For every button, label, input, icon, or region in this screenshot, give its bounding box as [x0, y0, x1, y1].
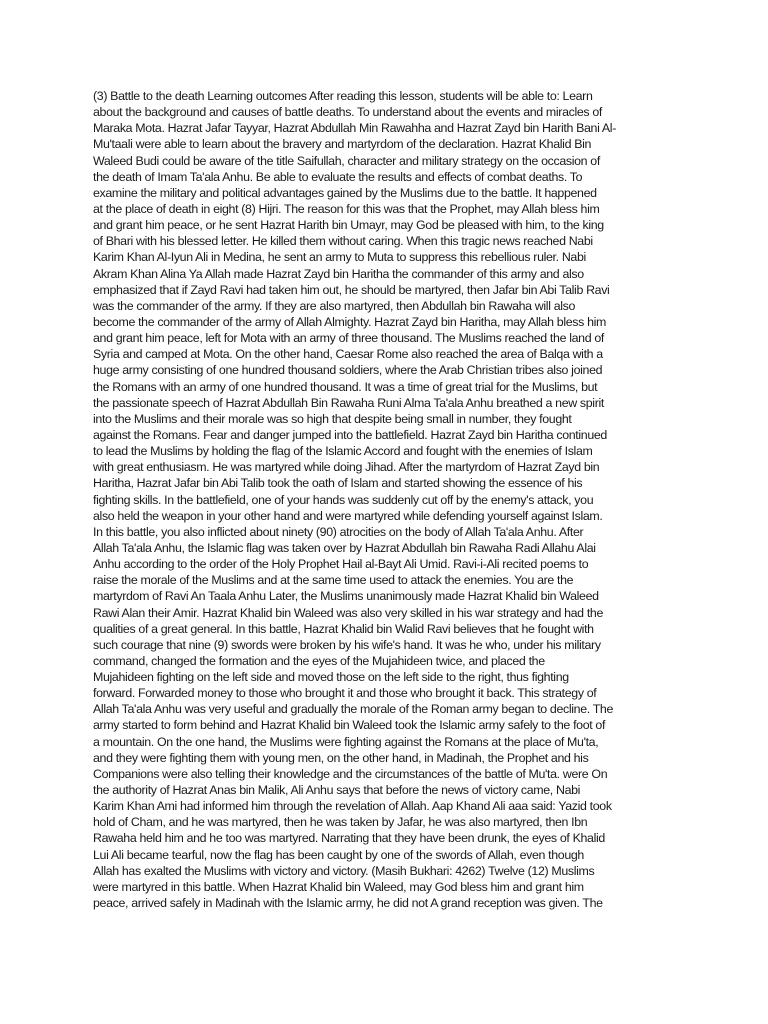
- text-line: Allah Ta'ala Anhu was very useful and gradually the morale of the Roman army began to decline. The: [93, 702, 614, 717]
- text-line: hold of Cham, and he was martyred, then he was taken by Jafar, he was also martyred, then Ibn: [93, 815, 588, 830]
- text-line: Mujahideen fighting on the left side and moved those on the left side to the right, thus fighting: [93, 670, 569, 685]
- text-line: qualities of a great general. In this battle, Hazrat Khalid bin Walid Ravi believes that he fought with: [93, 621, 594, 636]
- text-line: Syria and camped at Mota. On the other hand, Caesar Rome also reached the area of Balqa with a: [93, 347, 603, 362]
- text-line: become the commander of the army of Allah Almighty. Hazrat Zayd bin Haritha, may Allah bless him: [93, 314, 606, 329]
- text-line: Anhu according to the order of the Holy Prophet Hail al-Bayt Ali Umid. Ravi-i-Ali recited poems to: [93, 557, 589, 572]
- text-line: about the background and causes of battle deaths. To understand about the events and miracles of: [93, 105, 602, 120]
- text-line: martyrdom of Ravi An Taala Anhu Later, the Muslims unanimously made Hazrat Khalid bin Waleed: [93, 589, 599, 604]
- body-text: [93, 88, 683, 911]
- text-line: the passionate speech of Hazrat Abdullah Bin Rawaha Runi Alma Ta'ala Anhu breathed a new spirit: [93, 395, 604, 410]
- text-line: fighting skills. In the battlefield, one of your hands was suddenly cut off by the enemy's attack, you: [93, 492, 594, 507]
- text-line: huge army consisting of one hundred thousand soldiers, where the Arab Christian tribes also joined: [93, 363, 603, 378]
- text-line: against the Romans. Fear and danger jumped into the battlefield. Hazrat Zayd bin Haritha continued: [93, 427, 607, 442]
- text-line: Allah has exalted the Muslims with victory and victory. (Masih Bukhari: 4262) Twelve (12) Muslims: [93, 863, 595, 878]
- text-line: at the place of death in eight (8) Hijri. The reason for this was that the Prophet, may Allah bless him: [93, 201, 600, 216]
- text-line: Rawaha held him and he too was martyred. Narrating that they have been drunk, the eyes of Khalid: [93, 831, 605, 846]
- text-line: the authority of Hazrat Anas bin Malik, Ali Anhu says that before the news of victory came, Nabi: [93, 783, 581, 798]
- text-line: into the Muslims and their morale was so high that despite being small in number, they fought: [93, 411, 572, 426]
- text-line: the Romans with an army of one hundred thousand. It was a time of great trial for the Muslims, but: [93, 379, 598, 394]
- text-line: a mountain. On the one hand, the Muslims were fighting against the Romans at the place of Mu'ta,: [93, 734, 599, 749]
- text-line: and grant him peace, left for Mota with an army of three thousand. The Muslims reached the land of: [93, 331, 604, 346]
- text-line: Karim Khan Al-Iyun Ali in Medina, he sent an army to Muta to suppress this rebellious ruler. Nabi: [93, 250, 586, 265]
- text-line: were martyred in this battle. When Hazrat Khalid bin Waleed, may God bless him and grant him: [93, 879, 584, 894]
- text-line: with great enthusiasm. He was martyred while doing Jihad. After the martyrdom of Hazrat Zayd bin: [93, 460, 600, 475]
- text-line: emphasized that if Zayd Ravi had taken him out, he should be martyred, then Jafar bin Abi Talib Ravi: [93, 282, 610, 297]
- text-line: raise the morale of the Muslims and at the same time used to attack the enemies. You are the: [93, 573, 574, 588]
- text-line: Waleed Budi could be aware of the title Saifullah, character and military strategy on the occasion of: [93, 153, 600, 168]
- text-line: In this battle, you also inflicted about ninety (90) atrocities on the body of Allah Ta'ala Anhu. After: [93, 524, 584, 539]
- text-line: Lui Ali became tearful, now the flag has been caught by one of the swords of Allah, even though: [93, 847, 584, 862]
- text-line: Allah Ta'ala Anhu, the Islamic flag was taken over by Hazrat Abdullah bin Rawaha Radi Allahu Alai: [93, 540, 596, 555]
- text-line: and grant him peace, or he sent Hazrat Harith bin Umayr, may God be pleased with him, to the king: [93, 218, 604, 233]
- text-line: forward. Forwarded money to those who brought it and those who brought it back. This strategy of: [93, 686, 597, 701]
- text-line: (3) Battle to the death Learning outcomes After reading this lesson, students will be able to: Learn: [93, 89, 593, 103]
- text-line: command, changed the formation and the eyes of the Mujahideen twice, and placed the: [93, 653, 545, 668]
- text-line: Maraka Mota. Hazrat Jafar Tayyar, Hazrat Abdullah Min Rawahha and Hazrat Zayd bin Harith Bani Al-: [93, 121, 616, 136]
- text-line: Karim Khan Ami had informed him through the revelation of Allah. Aap Khand Ali aaa said: Yazid took: [93, 799, 612, 814]
- text-line: Companions were also telling their knowledge and the circumstances of the battle of Mu'ta. were On: [93, 766, 608, 781]
- text-line: Haritha, Hazrat Jafar bin Abi Talib took the oath of Islam and started showing the essence of his: [93, 476, 583, 491]
- text-line: examine the military and political advantages gained by the Muslims due to the battle. It happened: [93, 185, 597, 200]
- text-line: Mu'taali were able to learn about the bravery and martyrdom of the declaration. Hazrat Khalid Bin: [93, 137, 592, 152]
- text-line: and they were fighting them with young men, on the other hand, in Madinah, the Prophet and his: [93, 750, 589, 765]
- text-line: was the commander of the army. If they are also martyred, then Abdullah bin Rawaha will also: [93, 298, 576, 313]
- text-line: of Bhari with his blessed letter. He killed them without caring. When this tragic news reached Nabi: [93, 234, 593, 249]
- text-line: such courage that nine (9) swords were broken by his wife's hand. It was he who, under his military: [93, 637, 601, 652]
- text-line: Akram Khan Alina Ya Allah made Hazrat Zayd bin Haritha the commander of this army and also: [93, 266, 584, 281]
- text-line: army started to form behind and Hazrat Khalid bin Waleed took the Islamic army safely to the foot of: [93, 718, 606, 733]
- text-line: to lead the Muslims by holding the flag of the Islamic Accord and fought with the enemies of Islam: [93, 444, 593, 459]
- text-line: also held the weapon in your other hand and were martyred while defending yourself against Islam.: [93, 508, 603, 523]
- text-line: Rawi Alan their Amir. Hazrat Khalid bin Waleed was also very skilled in his war strategy and had the: [93, 605, 603, 620]
- text-line: peace, arrived safely in Madinah with the Islamic army, he did not A grand reception was given. The: [93, 896, 603, 911]
- text-line: the death of Imam Ta'ala Anhu. Be able to evaluate the results and effects of combat deaths. To: [93, 169, 583, 184]
